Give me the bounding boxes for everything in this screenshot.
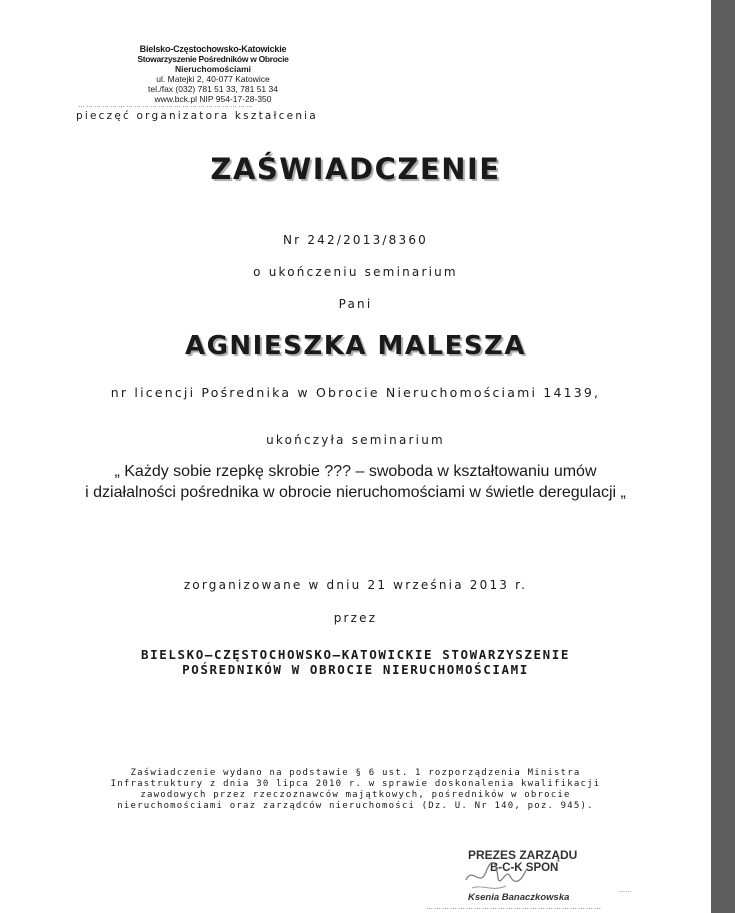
stamp-web-nip: www.bck.pl NIP 954-17-28-350 <box>154 94 272 104</box>
organizer-stamp <box>78 44 348 109</box>
salutation: Pani <box>338 297 373 311</box>
organizer-name-line-2: POŚREDNIKÓW W OBROCIE NIERUCHOMOŚCIAMI <box>182 662 529 677</box>
stamp-line-1: Bielsko-Częstochowsko-Katowickie <box>139 44 287 54</box>
seminar-title-line-1: „ Każdy sobie rzepkę skrobie ??? – swoboda w kształtowaniu umów <box>114 463 597 480</box>
legal-basis-line-4: nieruchomościami oraz zarządców nieruchomości (Dz. U. Nr 140, poz. 945). <box>117 801 594 811</box>
signature-dots-right: …… <box>618 886 632 894</box>
organized-date: zorganizowane w dniu 21 września 2013 r. <box>183 578 528 592</box>
scan-edge-bar <box>711 0 735 913</box>
organizer-name-line-1: BIELSKO–CZĘSTOCHOWSKO–KATOWICKIE STOWARZYSZENIE <box>141 647 570 662</box>
legal-basis-line-1: Zaświadczenie wydano na podstawie § 6 ust. 1 rozporządzenia Ministra <box>130 768 581 778</box>
stamp-address: ul. Matejki 2, 40-077 Katowice <box>156 74 270 84</box>
stamp-dotted-line: ………………………………………………………… <box>78 102 254 109</box>
license-text: nr licencji Pośrednika w Obrocie Nieruchomościami 14139, <box>110 385 601 400</box>
signature-dotted-line: ………………………………………………………… <box>426 903 602 911</box>
legal-basis-line-2: Infrastruktury z dnia 30 lipca 2010 r. w sprawie doskonalenia kwalifikacji <box>110 779 601 789</box>
stamp-line-3: Nieruchomościami <box>174 64 252 74</box>
certificate-number: Nr 242/2013/8360 <box>283 233 428 247</box>
legal-basis-line-3: zawodowych przez rzeczoznawców majątkowych, pośredników w obrocie <box>140 790 571 800</box>
stamp-phone: tel./fax (032) 781 51 33, 781 51 34 <box>148 84 278 94</box>
recipient-name: AGNIESZKA MALESZA <box>184 331 527 361</box>
document-title: ZAŚWIADCZENIE <box>210 152 501 186</box>
stamp-caption: pieczęć organizatora kształcenia <box>76 110 318 122</box>
signer-name: Ksenia Banaczkowska <box>468 892 570 903</box>
about-text: o ukończeniu seminarium <box>253 265 458 279</box>
seminar-title-line-2: i działalności pośrednika w obrocie nieruchomościami w świetle deregulacji „ <box>85 484 626 501</box>
completed-text: ukończyła seminarium <box>266 433 445 447</box>
by-text: przez <box>333 611 378 625</box>
stamp-line-2: Stowarzyszenie Pośredników w Obrocie <box>137 54 289 64</box>
signature-org: B-C-K SPON <box>490 862 559 874</box>
signature-title: PREZES ZARZĄDU <box>468 848 578 862</box>
